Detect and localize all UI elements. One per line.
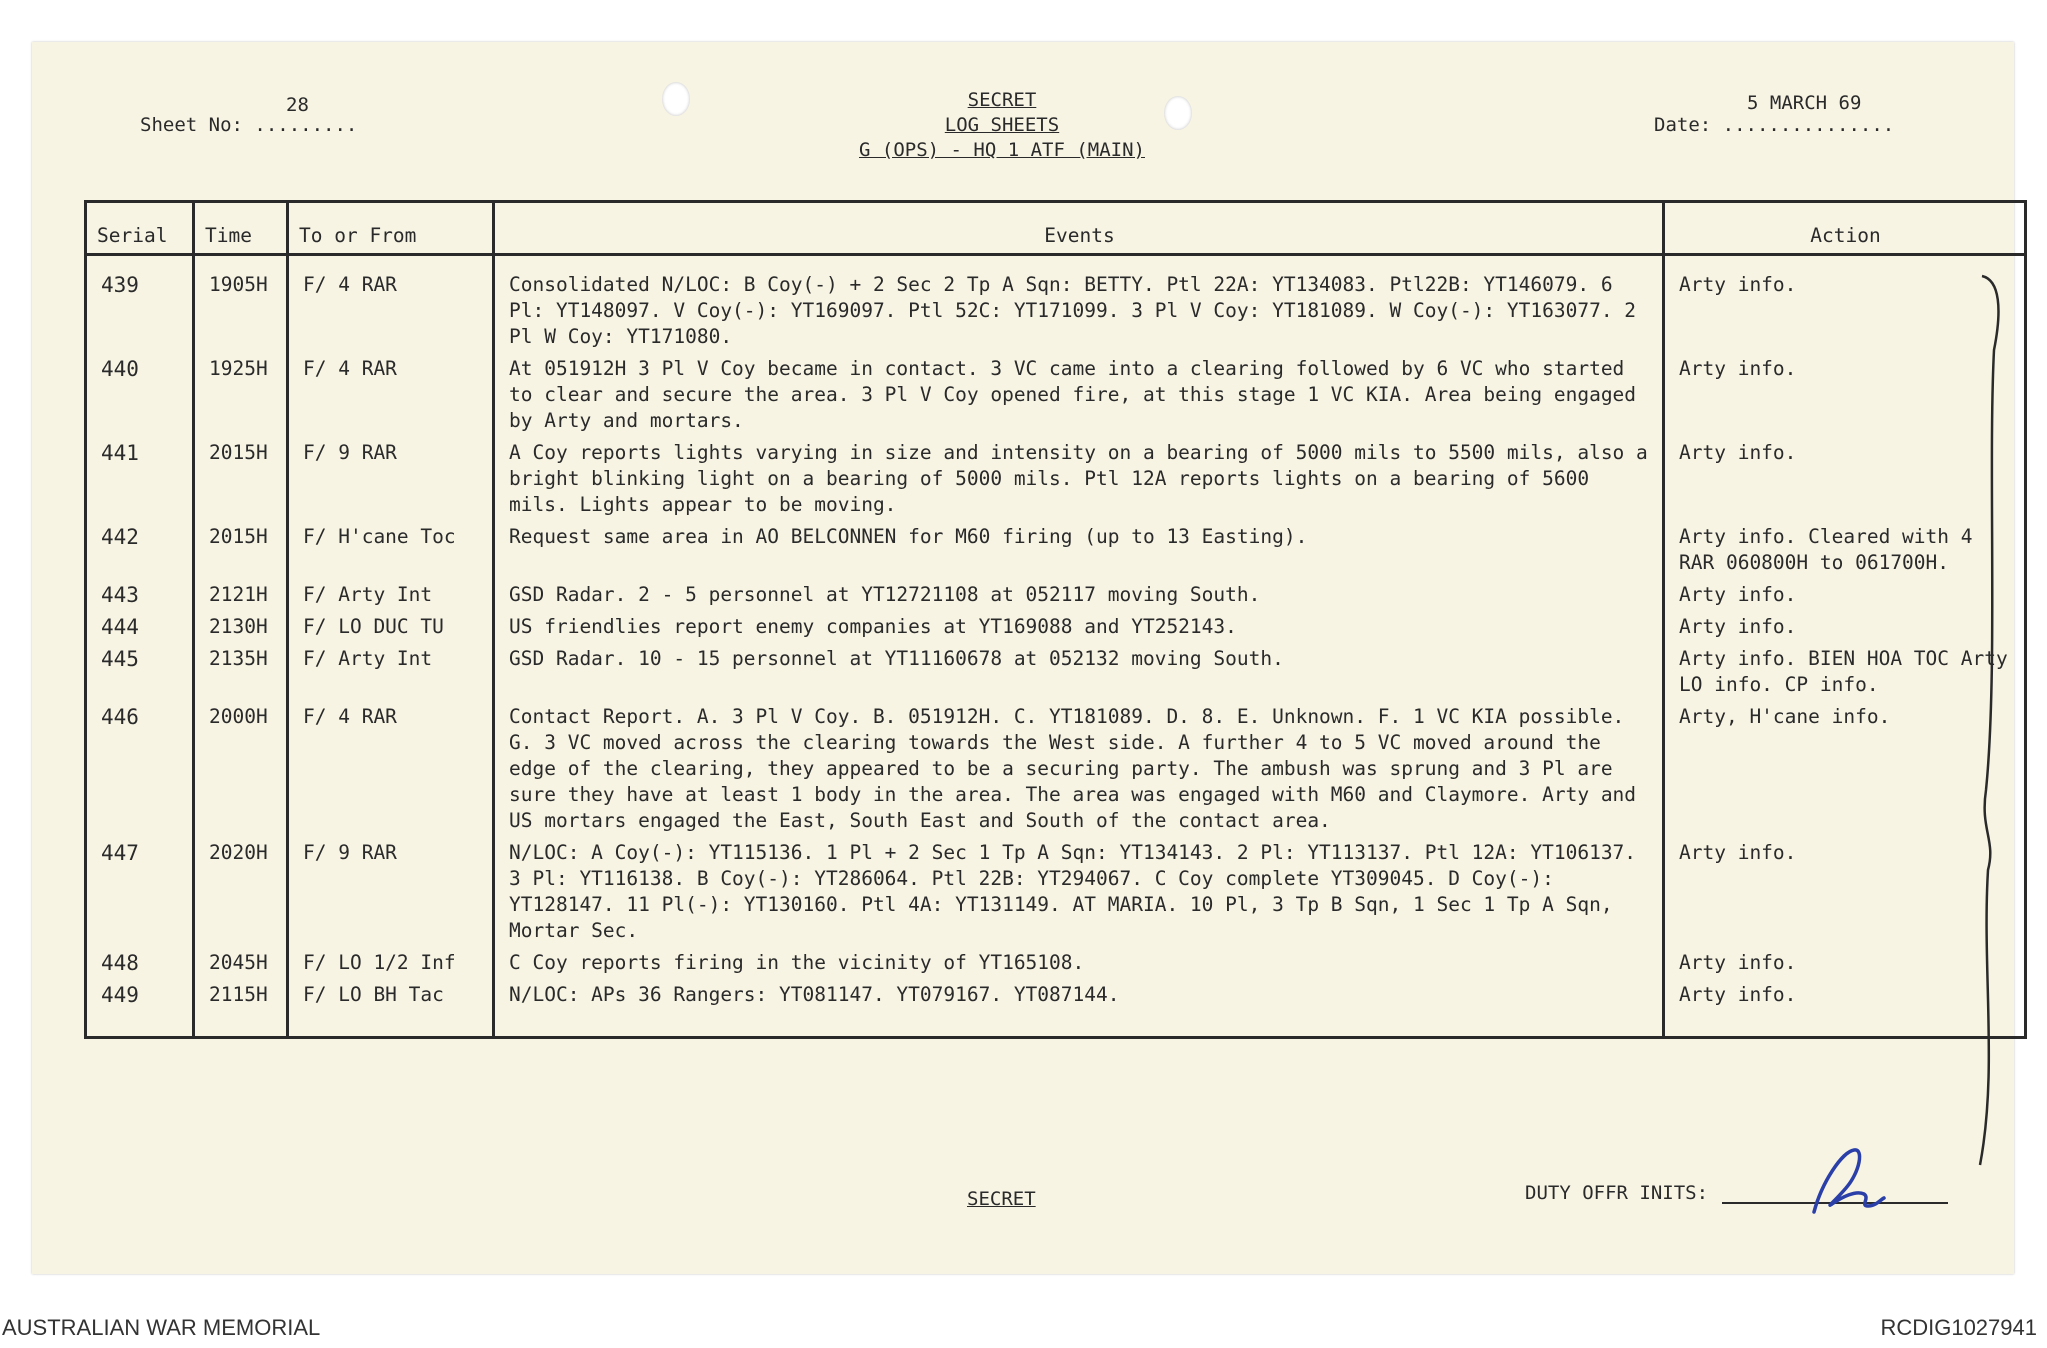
table-row <box>86 947 2026 979</box>
cell-from: F/ 4 RAR <box>288 255 494 354</box>
cell-serial: 445 <box>86 643 194 701</box>
cell-serial: 440 <box>86 353 194 437</box>
cell-time: 2020H <box>194 837 288 947</box>
cell-time: 1925H <box>194 353 288 437</box>
table-row <box>86 437 2026 521</box>
cell-from: F/ LO BH Tac <box>288 979 494 1038</box>
cell-events: Request same area in AO BELCONNEN for M60 firing (up to 13 Easting). <box>494 521 1664 579</box>
cell-serial: 448 <box>86 947 194 979</box>
cell-events: US friendlies report enemy companies at YT169088 and YT252143. <box>494 611 1664 643</box>
cell-serial: 447 <box>86 837 194 947</box>
handwritten-bracket-mark <box>1972 270 2012 1170</box>
table-row <box>86 521 2026 579</box>
cell-events: GSD Radar. 2 - 5 personnel at YT12721108 at 052117 moving South. <box>494 579 1664 611</box>
cell-from: F/ 9 RAR <box>288 837 494 947</box>
table-row <box>86 979 2026 1038</box>
header-events: Events <box>494 202 1664 255</box>
cell-time: 2135H <box>194 643 288 701</box>
classification-top: SECRET <box>967 89 1037 111</box>
cell-serial: 446 <box>86 701 194 837</box>
cell-from: F/ H'cane Toc <box>288 521 494 579</box>
date-label: Date: <box>1654 114 1712 136</box>
table-header-row <box>86 202 2026 255</box>
table-row <box>86 579 2026 611</box>
cell-from: F/ 4 RAR <box>288 701 494 837</box>
cell-time: 2015H <box>194 521 288 579</box>
sheet-number-field <box>140 114 357 136</box>
log-table <box>84 200 2027 1039</box>
header-action: Action <box>1664 202 2026 255</box>
credit-right: RCDIG1027941 <box>1880 1315 2037 1340</box>
cell-action: Arty info. BIEN HOA TOC Arty LO info. CP info. <box>1664 643 2026 701</box>
cell-events: Contact Report. A. 3 Pl V Coy. B. 051912H. C. YT181089. D. 8. E. Unknown. F. 1 VC KIA possible. G. 3 VC moved across the clearing towards the West side. A further 4 to 5 VC moved around the edge of the clearing, they appeared to be a securing party. The ambush was sprung and 3 Pl are sure they have at least 1 body in the area. The area was engaged with M60 and Claymore. Arty and US mortars engaged the East, South East and South of the contact area. <box>494 701 1664 837</box>
cell-action: Arty info. <box>1664 837 2026 947</box>
table-row <box>86 837 2026 947</box>
cell-serial: 449 <box>86 979 194 1038</box>
table-row <box>86 353 2026 437</box>
header-time: Time <box>194 202 288 255</box>
table-row <box>86 611 2026 643</box>
cell-events: Consolidated N/LOC: B Coy(-) + 2 Sec 2 Tp A Sqn: BETTY. Ptl 22A: YT134083. Ptl22B: YT146079. 6 Pl: YT148097. V Coy(-): YT169097. Ptl 52C: YT171099. 3 Pl V Coy: YT181089. W Coy(-): YT163077. 2 Pl W Coy: YT171080. <box>494 255 1664 354</box>
header-to-or-from: To or From <box>288 202 494 255</box>
header-title-block <box>782 88 1222 163</box>
credit-left: AUSTRALIAN WAR MEMORIAL <box>2 1315 321 1340</box>
sheet-label: Sheet No: <box>140 114 243 136</box>
cell-time: 2115H <box>194 979 288 1038</box>
cell-time: 2130H <box>194 611 288 643</box>
cell-events: N/LOC: A Coy(-): YT115136. 1 Pl + 2 Sec 1 Tp A Sqn: YT134143. 2 Pl: YT113137. Ptl 12A: YT106137. 3 Pl: YT116138. B Coy(-): YT286064. Ptl 22B: YT294067. C Coy complete YT309045. D Coy(-): YT128147. 11 Pl(-): YT130160. Ptl 4A: YT131149. AT MARIA. 10 Pl, 3 Tp B Sqn, 1 Sec 1 Tp A Sqn, Mortar Sec. <box>494 837 1664 947</box>
date-field <box>1654 114 1894 136</box>
cell-time: 2000H <box>194 701 288 837</box>
duty-officer-signature <box>1802 1142 1892 1222</box>
cell-events: N/LOC: APs 36 Rangers: YT081147. YT079167. YT087144. <box>494 979 1664 1038</box>
cell-events: A Coy reports lights varying in size and intensity on a bearing of 5000 mils to 5500 mils, also a bright blinking light on a bearing of 5000 mils. Ptl 12A reports lights on a bearing of 5600 mils. Lights appear to be moving. <box>494 437 1664 521</box>
date-value: 5 MARCH 69 <box>1747 92 1862 114</box>
sheet-dots: ......... <box>254 114 358 136</box>
cell-from: F/ Arty Int <box>288 643 494 701</box>
table-row <box>86 643 2026 701</box>
cell-from: F/ 9 RAR <box>288 437 494 521</box>
cell-events: GSD Radar. 10 - 15 personnel at YT11160678 at 052132 moving South. <box>494 643 1664 701</box>
cell-from: F/ 4 RAR <box>288 353 494 437</box>
cell-action: Arty info. <box>1664 979 2026 1038</box>
sheet-number: 28 <box>286 94 309 116</box>
header-serial: Serial <box>86 202 194 255</box>
cell-serial: 444 <box>86 611 194 643</box>
date-dots: ............... <box>1722 114 1895 136</box>
cell-action: Arty info. <box>1664 579 2026 611</box>
classification-bottom: SECRET <box>967 1188 1036 1210</box>
cell-from: F/ Arty Int <box>288 579 494 611</box>
cell-action: Arty info. Cleared with 4 RAR 060800H to 061700H. <box>1664 521 2026 579</box>
log-sheet-paper <box>32 42 2014 1274</box>
cell-events: At 051912H 3 Pl V Coy became in contact. 3 VC came into a clearing followed by 6 VC who started to clear and secure the area. 3 Pl V Coy opened fire, at this stage 1 VC KIA. Area being engaged by Arty and mortars. <box>494 353 1664 437</box>
cell-time: 2015H <box>194 437 288 521</box>
cell-action: Arty info. <box>1664 353 2026 437</box>
doc-title: LOG SHEETS <box>944 114 1060 136</box>
cell-serial: 442 <box>86 521 194 579</box>
cell-serial: 443 <box>86 579 194 611</box>
cell-action: Arty, H'cane info. <box>1664 701 2026 837</box>
cell-action: Arty info. <box>1664 255 2026 354</box>
unit-title: G (OPS) - HQ 1 ATF (MAIN) <box>859 139 1145 161</box>
cell-action: Arty info. <box>1664 611 2026 643</box>
table-row <box>86 255 2026 354</box>
cell-from: F/ LO DUC TU <box>288 611 494 643</box>
cell-from: F/ LO 1/2 Inf <box>288 947 494 979</box>
cell-time: 1905H <box>194 255 288 354</box>
cell-events: C Coy reports firing in the vicinity of YT165108. <box>494 947 1664 979</box>
table-row <box>86 701 2026 837</box>
duty-officer-label: DUTY OFFR INITS: <box>1525 1182 1709 1204</box>
cell-time: 2121H <box>194 579 288 611</box>
cell-action: Arty info. <box>1664 947 2026 979</box>
cell-action: Arty info. <box>1664 437 2026 521</box>
cell-time: 2045H <box>194 947 288 979</box>
punch-hole-left <box>662 82 690 116</box>
cell-serial: 439 <box>86 255 194 354</box>
cell-serial: 441 <box>86 437 194 521</box>
